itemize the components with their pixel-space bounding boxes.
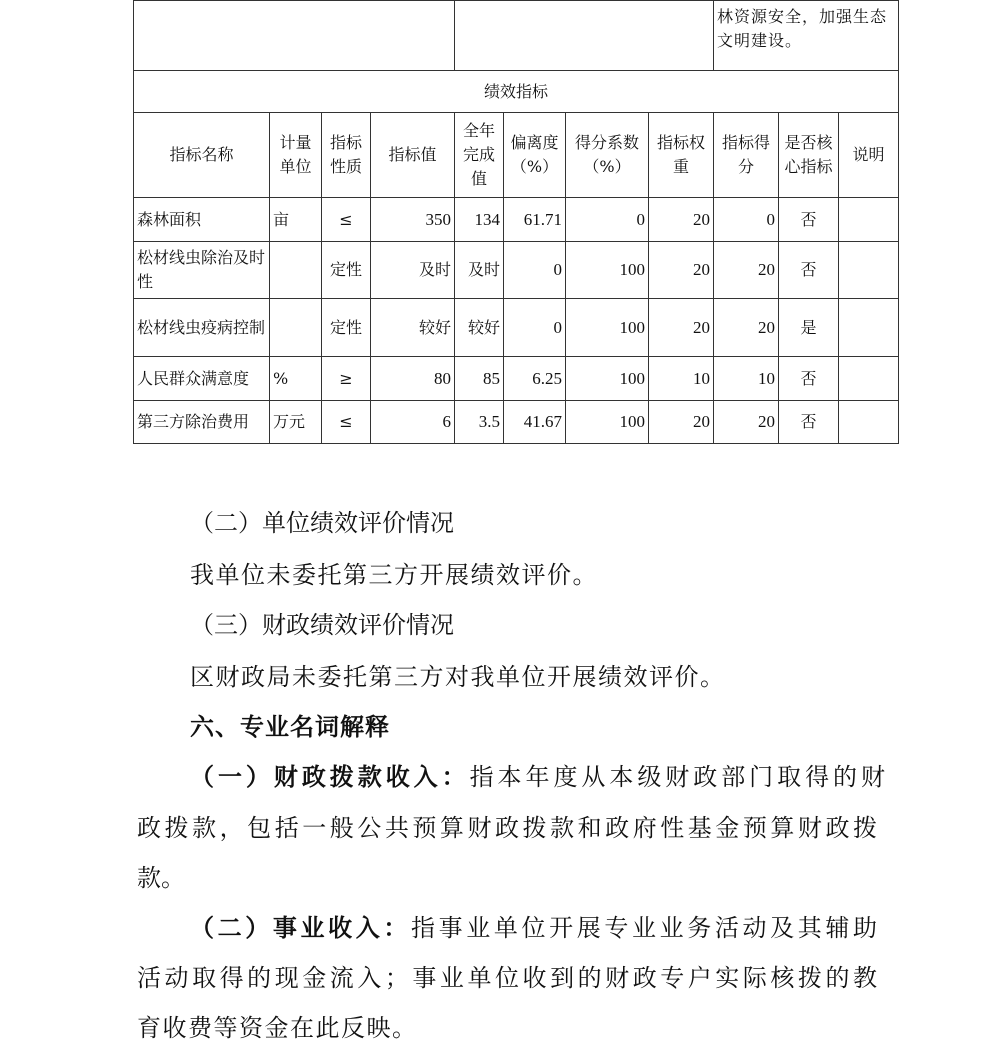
table-cell: ≤ xyxy=(322,401,371,444)
table-cell: 80 xyxy=(371,357,455,401)
table-cell: 85 xyxy=(455,357,504,401)
table-cell: 否 xyxy=(779,401,839,444)
column-header: 是否核心指标 xyxy=(779,113,839,198)
table-cell: 3.5 xyxy=(455,401,504,444)
column-header: 得分系数（%） xyxy=(566,113,649,198)
table-cell: 20 xyxy=(649,401,714,444)
table-cell: 61.71 xyxy=(504,198,566,242)
table-cell: 20 xyxy=(714,242,779,299)
para-finance-evaluation: 区财政局未委托第三方对我单位开展绩效评价。 xyxy=(190,663,726,691)
column-header: 偏离度（%） xyxy=(504,113,566,198)
table-row xyxy=(134,401,899,444)
table-cell: ≥ xyxy=(322,357,371,401)
table-cell: 0 xyxy=(566,198,649,242)
column-header: 指标权重 xyxy=(649,113,714,198)
table-cell: 较好 xyxy=(371,299,455,357)
column-header: 指标性质 xyxy=(322,113,371,198)
table-cell: 定性 xyxy=(322,299,371,357)
table-cell: 及时 xyxy=(371,242,455,299)
table-cell xyxy=(839,401,899,444)
table-cell: 否 xyxy=(779,242,839,299)
term1-label: （一）财政拨款收入： xyxy=(190,762,470,791)
table-cell: 0 xyxy=(504,299,566,357)
table-cell: 否 xyxy=(779,198,839,242)
table-row xyxy=(134,299,899,357)
table-cell: 松材线虫疫病控制 xyxy=(134,299,270,357)
heading-unit-evaluation: （二）单位绩效评价情况 xyxy=(190,509,454,537)
table-cell: ≤ xyxy=(322,198,371,242)
table-cell xyxy=(270,299,322,357)
column-header: 指标值 xyxy=(371,113,455,198)
table-row xyxy=(134,198,899,242)
table-cell: 亩 xyxy=(270,198,322,242)
term2-line-3: 育收费等资金在此反映。 xyxy=(137,1014,418,1042)
term2-line-2: 活动取得的现金流入；事业单位收到的财政专户实际核拨的教 xyxy=(137,964,877,992)
para-unit-evaluation: 我单位未委托第三方开展绩效评价。 xyxy=(190,561,598,589)
performance-indicator-table xyxy=(133,0,899,444)
table-cell: % xyxy=(270,357,322,401)
table-cell: 20 xyxy=(649,299,714,357)
heading-finance-evaluation: （三）财政绩效评价情况 xyxy=(190,611,454,639)
table-cell: 20 xyxy=(714,299,779,357)
table-cell: 0 xyxy=(504,242,566,299)
table-cell: 松材线虫除治及时性 xyxy=(134,242,270,299)
table-cell: 20 xyxy=(649,242,714,299)
table-cell xyxy=(839,242,899,299)
table-cell xyxy=(839,198,899,242)
table-cell: 0 xyxy=(714,198,779,242)
table-header-row xyxy=(134,113,899,198)
table-cell xyxy=(134,1,455,71)
table-row xyxy=(134,242,899,299)
table-cell: 20 xyxy=(714,401,779,444)
term1-text: 指本年度从本级财政部门取得的财 xyxy=(469,763,886,791)
column-header: 指标名称 xyxy=(134,113,270,198)
table-cell: 134 xyxy=(455,198,504,242)
column-header: 全年完成值 xyxy=(455,113,504,198)
table-cell: 6.25 xyxy=(504,357,566,401)
goal-text-cell: 林资源安全，加强生态文明建设。 xyxy=(714,1,899,71)
table-cell xyxy=(270,242,322,299)
term2-text: 指事业单位开展专业业务活动及其辅助 xyxy=(411,914,877,942)
table-cell xyxy=(455,1,714,71)
table-cell: 100 xyxy=(566,357,649,401)
section-title: 绩效指标 xyxy=(134,71,899,113)
table-cell: 100 xyxy=(566,401,649,444)
column-header: 指标得分 xyxy=(714,113,779,198)
column-header: 说明 xyxy=(839,113,899,198)
column-header: 计量单位 xyxy=(270,113,322,198)
table-cell: 万元 xyxy=(270,401,322,444)
term1-line-1 xyxy=(190,762,885,792)
term1-line-3: 款。 xyxy=(137,864,185,892)
table-cell: 人民群众满意度 xyxy=(134,357,270,401)
term2-line-1 xyxy=(190,913,877,943)
table-cell: 6 xyxy=(371,401,455,444)
table-cell: 第三方除治费用 xyxy=(134,401,270,444)
table-top-row xyxy=(134,1,899,71)
table-cell: 及时 xyxy=(455,242,504,299)
table-cell xyxy=(839,357,899,401)
table-cell xyxy=(839,299,899,357)
table-cell: 是 xyxy=(779,299,839,357)
table-cell: 10 xyxy=(714,357,779,401)
term1-line-2: 政拨款，包括一般公共预算财政拨款和政府性基金预算财政拨 xyxy=(137,814,877,842)
table-cell: 森林面积 xyxy=(134,198,270,242)
table-row xyxy=(134,357,899,401)
table-cell: 100 xyxy=(566,299,649,357)
table-cell: 350 xyxy=(371,198,455,242)
heading-terms: 六、专业名词解释 xyxy=(190,712,390,741)
table-cell: 较好 xyxy=(455,299,504,357)
table-cell: 100 xyxy=(566,242,649,299)
table-cell: 20 xyxy=(649,198,714,242)
table-cell: 定性 xyxy=(322,242,371,299)
term2-label: （二）事业收入： xyxy=(190,913,411,942)
table-cell: 41.67 xyxy=(504,401,566,444)
table-cell: 10 xyxy=(649,357,714,401)
table-cell: 否 xyxy=(779,357,839,401)
